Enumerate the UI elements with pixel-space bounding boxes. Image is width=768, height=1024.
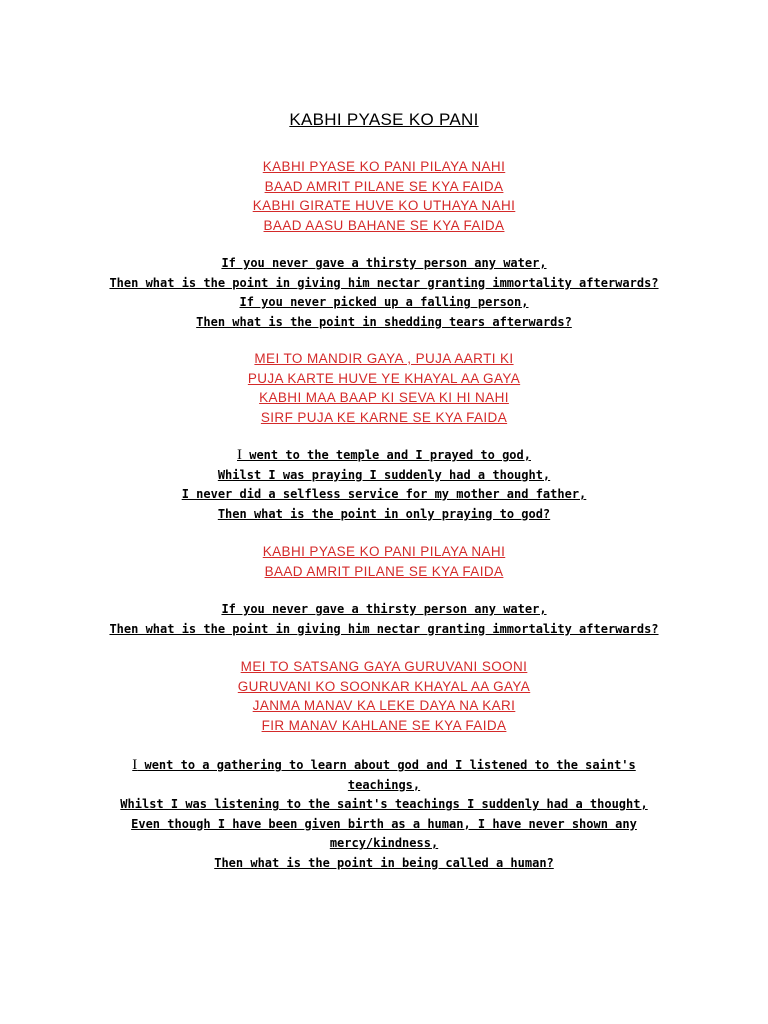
lyric-line: KABHI GIRATE HUVE KO UTHAYA NAHI [252, 198, 516, 213]
translation-line [0, 756, 768, 776]
lyric-line: BAAD AMRIT PILANE SE KYA FAIDA [264, 563, 504, 579]
translation-line: I never did a selfless service for my mother and father, [181, 487, 587, 501]
translation-line: teachings, [347, 777, 421, 792]
translation-line: Then what is the point in shedding tears afterwards? [196, 314, 572, 329]
translation-line: mercy/kindness, [329, 836, 439, 850]
lyric-line: KABHI MAA BAAP KI SEVA KI HI NAHI [259, 390, 509, 405]
lyric-line: PUJA KARTE HUVE YE KHAYAL AA GAYA [247, 370, 521, 386]
stanza2-translation [0, 446, 768, 524]
lyric-line: FIR MANAV KAHLANE SE KYA FAIDA [261, 717, 507, 733]
translation-line: Even though I have been given birth as a human, I have never shown any [131, 816, 637, 831]
refrain-lyrics [0, 542, 768, 581]
translation-line: Whilst I was praying I suddenly had a thought, [217, 467, 551, 482]
translation-line: Whilst I was listening to the saint's teachings I suddenly had a thought, [120, 797, 648, 811]
refrain-translation [0, 600, 768, 639]
translation-line: If you never gave a thirsty person any water, [221, 602, 547, 616]
initial-letter: I [132, 757, 138, 773]
translation-line: If you never gave a thirsty person any water, [221, 256, 547, 270]
initial-letter: I [237, 447, 242, 463]
stanza2-lyrics [0, 349, 768, 427]
lyric-line: KABHI PYASE KO PANI PILAYA NAHI [262, 159, 506, 174]
lyric-line: SIRF PUJA KE KARNE SE KYA FAIDA [260, 409, 508, 425]
translation-line: Then what is the point in only praying to god? [217, 506, 551, 521]
translation-line [0, 446, 768, 466]
lyric-line: MEI TO MANDIR GAYA , PUJA AARTI KI [254, 351, 514, 366]
page-title: KABHI PYASE KO PANI [289, 110, 479, 129]
lyric-line: JANMA MANAV KA LEKE DAYA NA KARI [252, 698, 516, 713]
translation-line: Then what is the point in giving him nectar granting immortality afterwards? [109, 621, 659, 636]
stanza1-translation [0, 254, 768, 332]
lyric-line: KABHI PYASE KO PANI PILAYA NAHI [262, 544, 506, 559]
lyric-line: BAAD AASU BAHANE SE KYA FAIDA [263, 217, 505, 233]
stanza3-translation [0, 756, 768, 873]
lyric-line: MEI TO SATSANG GAYA GURUVANI SOONI [240, 659, 528, 674]
translation-line: Then what is the point in giving him nectar granting immortality afterwards? [109, 275, 659, 290]
translation-line-rest: went to the temple and I prayed to god, [242, 448, 531, 462]
stanza3-lyrics [0, 657, 768, 735]
lyric-line: GURUVANI KO SOONKAR KHAYAL AA GAYA [237, 678, 531, 694]
lyric-line: BAAD AMRIT PILANE SE KYA FAIDA [264, 178, 504, 194]
translation-line-rest: went to a gathering to learn about god and I listened to the saint's [137, 758, 636, 772]
translation-line: Then what is the point in being called a human? [214, 855, 554, 870]
translation-line: If you never picked up a falling person, [239, 295, 529, 309]
stanza1-lyrics [0, 157, 768, 235]
